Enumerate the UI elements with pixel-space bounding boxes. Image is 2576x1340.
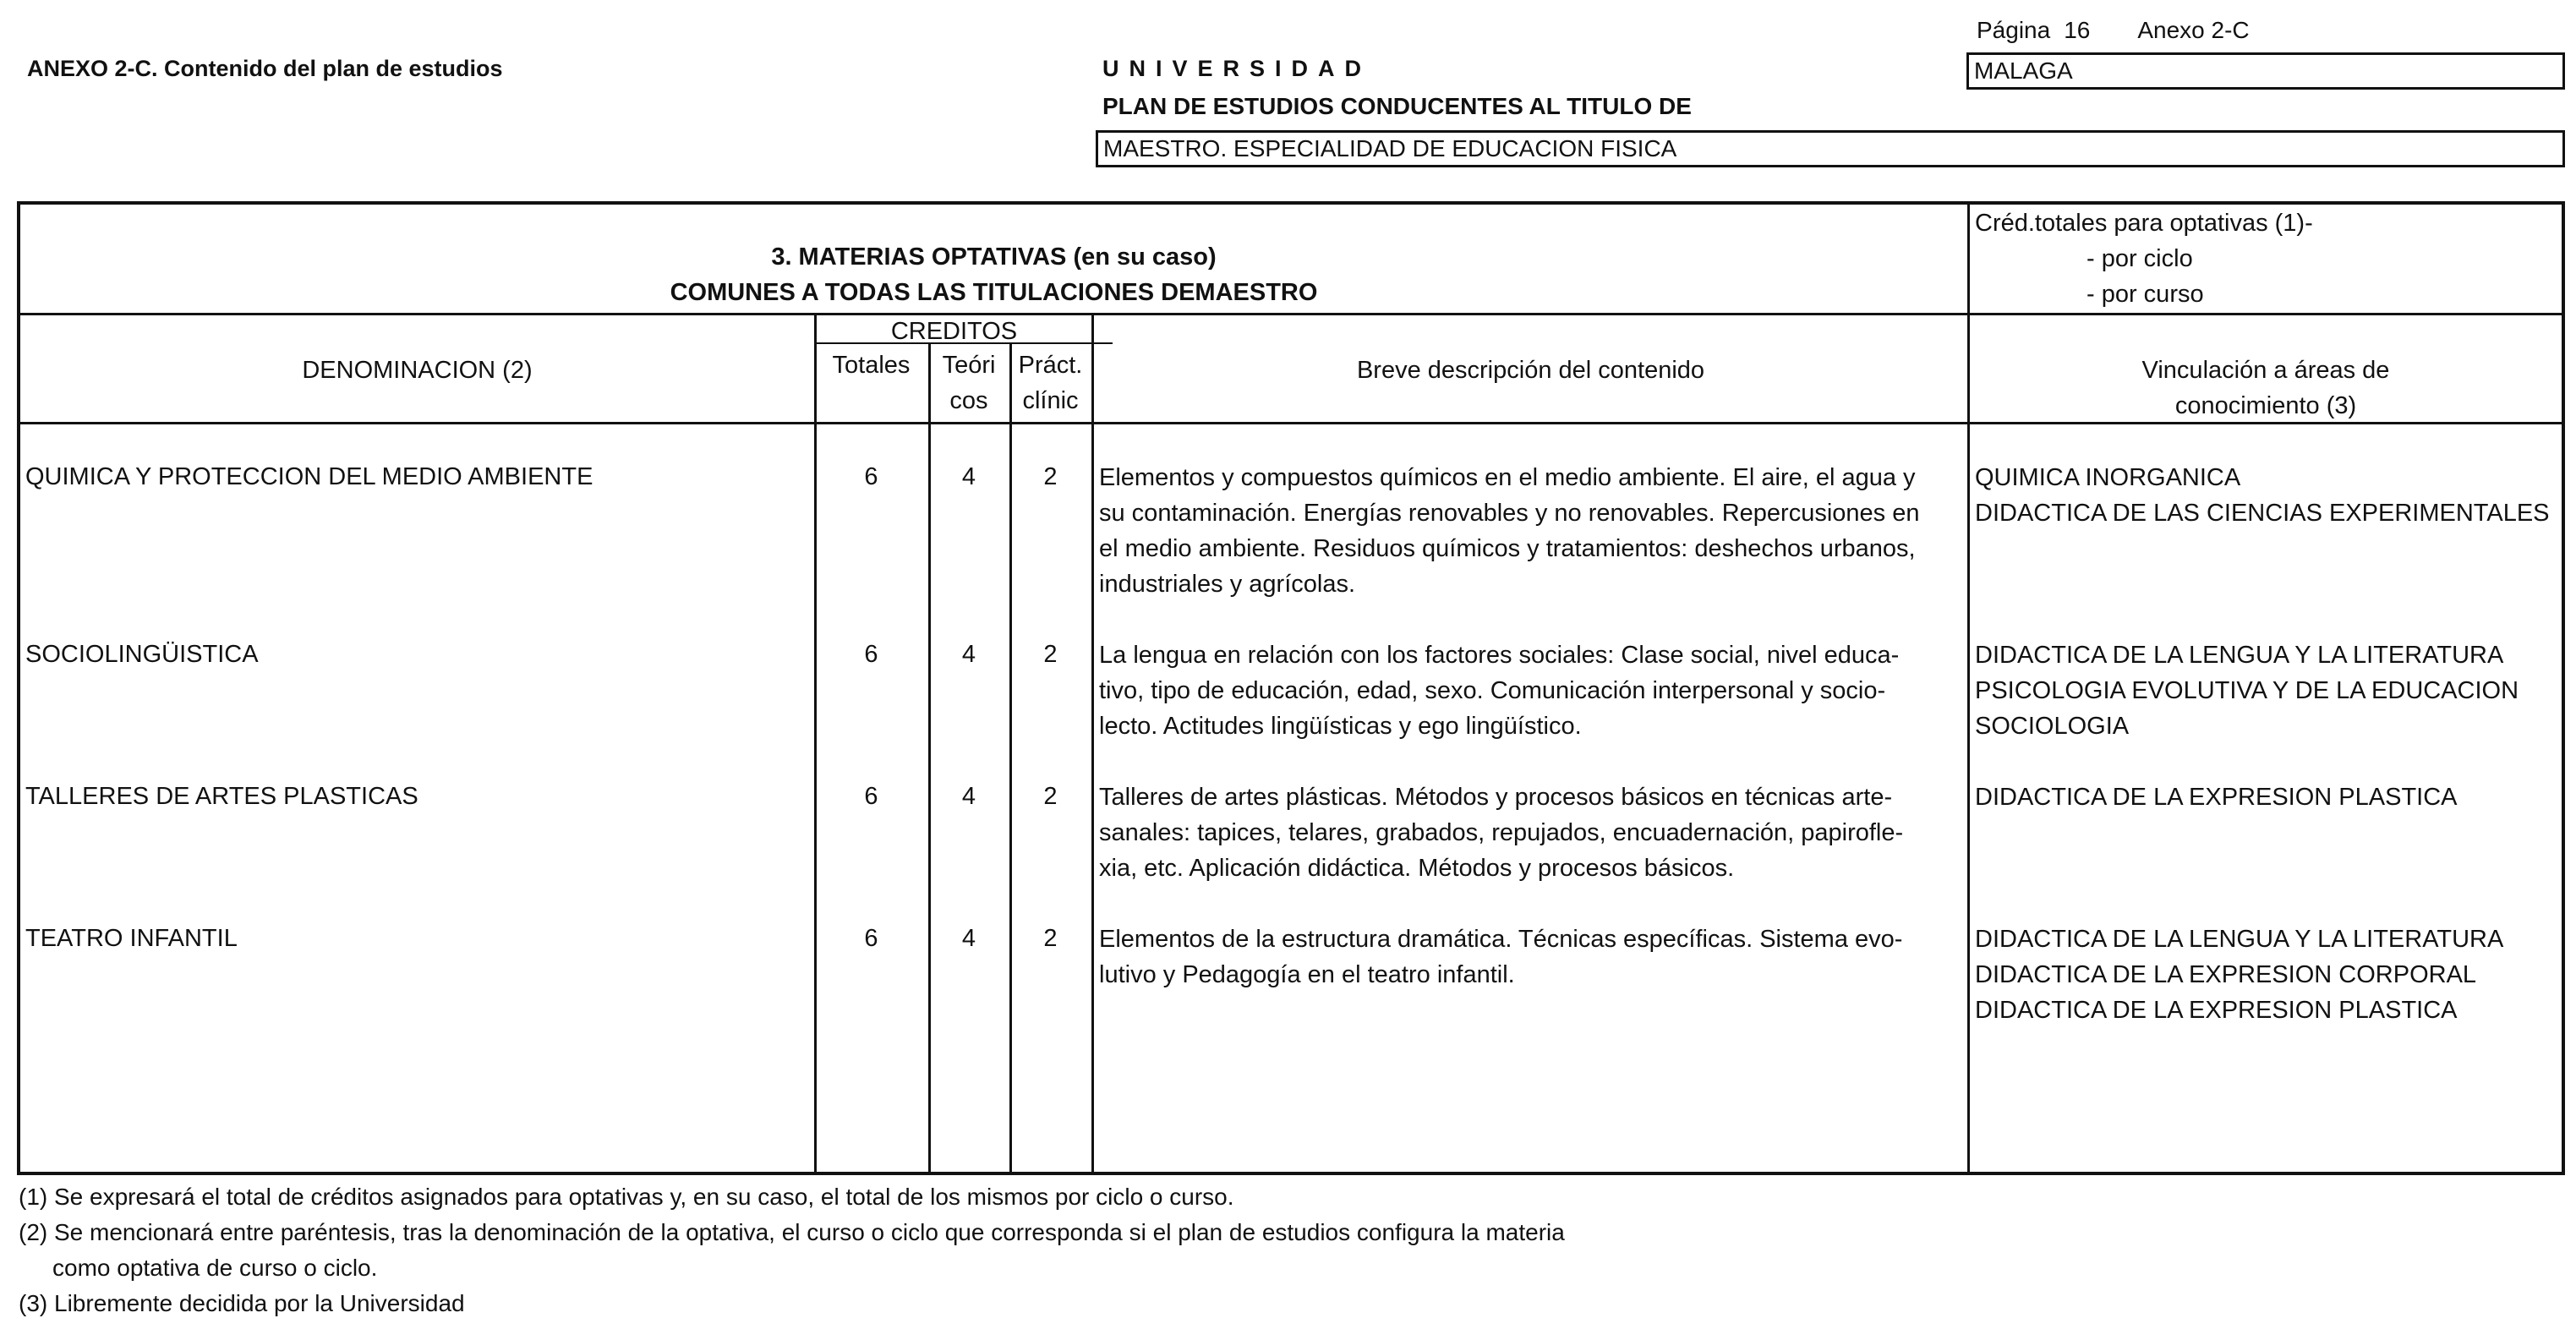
column-divider <box>1091 314 1094 1172</box>
header-descripcion: Breve descripción del contenido <box>1356 357 1705 384</box>
row-teoricos: 4 <box>961 783 976 810</box>
area-item: QUIMICA INORGANICA <box>1975 464 2241 491</box>
row-descripcion <box>1099 779 1903 886</box>
area-item: DIDACTICA DE LA EXPRESION PLASTICA <box>1975 997 2458 1024</box>
row-areas <box>1975 637 2519 744</box>
pagina-number: 16 <box>2064 17 2091 43</box>
descripcion-line: sanales: tapices, telares, grabados, repujados, encuadernación, papirofle- <box>1099 819 1904 846</box>
descripcion-line: lecto. Actitudes lingüísticas y ego lingüístico. <box>1099 713 1582 740</box>
page-info <box>1977 17 2292 44</box>
pagina-label: Página <box>1977 17 2051 43</box>
descripcion-line: lutivo y Pedagogía en el teatro infantil. <box>1099 961 1515 988</box>
header-teoricos-cont: cos <box>949 387 988 414</box>
document-title: ANEXO 2-C. Contenido del plan de estudios <box>27 56 503 81</box>
section-title: 3. MATERIAS OPTATIVAS (en su caso) <box>771 243 1217 271</box>
footnotes <box>19 1179 1565 1321</box>
area-item: DIDACTICA DE LA LENGUA Y LA LITERATURA <box>1975 926 2504 953</box>
optativas-table <box>17 201 2565 1175</box>
row-practicos: 2 <box>1043 641 1058 668</box>
row-practicos: 2 <box>1043 463 1058 490</box>
row-denominacion: QUIMICA Y PROTECCION DEL MEDIO AMBIENTE <box>25 463 593 490</box>
column-divider <box>1967 205 1970 1172</box>
area-item: DIDACTICA DE LA LENGUA Y LA LITERATURA <box>1975 642 2504 669</box>
descripcion-line: Elementos y compuestos químicos en el medio ambiente. El aire, el agua y <box>1099 464 1916 491</box>
descripcion-line: La lengua en relación con los factores sociales: Clase social, nivel educa- <box>1099 642 1900 669</box>
area-item: DIDACTICA DE LA EXPRESION CORPORAL <box>1975 961 2477 988</box>
descripcion-line: su contaminación. Energías renovables y no renovables. Repercusiones en <box>1099 500 1920 527</box>
row-totales: 6 <box>864 925 878 952</box>
plan-label: PLAN DE ESTUDIOS CONDUCENTES AL TITULO DE <box>1102 93 1692 119</box>
row-denominacion: TALLERES DE ARTES PLASTICAS <box>25 783 418 810</box>
area-item: SOCIOLOGIA <box>1975 713 2130 740</box>
cred-por-ciclo: - por ciclo <box>2087 245 2193 272</box>
header-totales: Totales <box>832 352 911 379</box>
anexo-label: Anexo 2-C <box>2137 17 2250 43</box>
row-totales: 6 <box>864 463 878 490</box>
titulo-field: MAESTRO. ESPECIALIDAD DE EDUCACION FISICA <box>1096 130 2565 167</box>
row-teoricos: 4 <box>961 463 976 490</box>
row-areas <box>1975 922 2503 1028</box>
row-descripcion <box>1099 922 1902 993</box>
footnote: (1) Se expresará el total de créditos asignados para optativas y, en su caso, el total de los mismos por ciclo o curso. <box>19 1184 1234 1210</box>
cred-totales-label: Créd.totales para optativas (1)- <box>1975 210 2313 237</box>
header-vinculacion-cont: conocimiento (3) <box>2174 392 2357 419</box>
descripcion-line: tivo, tipo de educación, edad, sexo. Comunicación interpersonal y socio- <box>1099 677 1886 704</box>
row-denominacion: TEATRO INFANTIL <box>25 925 238 952</box>
descripcion-line: xia, etc. Aplicación didáctica. Métodos y procesos básicos. <box>1099 855 1735 882</box>
area-item: DIDACTICA DE LAS CIENCIAS EXPERIMENTALES <box>1975 500 2550 527</box>
footnote: (2) Se mencionará entre paréntesis, tras la denominación de la optativa, el curso o ciclo que corresponda si el plan de estudios configura la materia <box>19 1219 1565 1245</box>
header-creditos: CREDITOS <box>890 318 1018 345</box>
header-practicos: Práct. <box>1018 352 1083 379</box>
footnote: (3) Libremente decidida por la Universidad <box>19 1290 465 1316</box>
area-item: PSICOLOGIA EVOLUTIVA Y DE LA EDUCACION <box>1975 677 2519 704</box>
row-totales: 6 <box>864 641 878 668</box>
row-descripcion <box>1099 460 1919 602</box>
section-subtitle: COMUNES A TODAS LAS TITULACIONES DEMAESTRO <box>670 279 1318 306</box>
row-denominacion: SOCIOLINGÜISTICA <box>25 641 259 668</box>
row-practicos: 2 <box>1043 783 1058 810</box>
descripcion-line: Talleres de artes plásticas. Métodos y procesos básicos en técnicas arte- <box>1099 784 1893 811</box>
universidad-label: UNIVERSIDAD <box>1102 56 1372 81</box>
area-item: DIDACTICA DE LA EXPRESION PLASTICA <box>1975 784 2458 811</box>
row-teoricos: 4 <box>961 641 976 668</box>
cred-por-curso: - por curso <box>2087 281 2204 308</box>
header-vinculacion: Vinculación a áreas de <box>2141 357 2390 384</box>
row-teoricos: 4 <box>961 925 976 952</box>
row-descripcion <box>1099 637 1899 744</box>
header-practicos-cont: clínic <box>1022 387 1079 414</box>
header-teoricos: Teóri <box>942 352 996 379</box>
row-areas <box>1975 779 2458 815</box>
column-divider <box>814 314 817 1172</box>
row-areas <box>1975 460 2550 531</box>
row-practicos: 2 <box>1043 925 1058 952</box>
universidad-field: MALAGA <box>1966 52 2565 90</box>
table-divider <box>20 313 2562 315</box>
descripcion-line: industriales y agrícolas. <box>1099 571 1356 598</box>
footnote: como optativa de curso o ciclo. <box>52 1255 378 1281</box>
row-totales: 6 <box>864 783 878 810</box>
descripcion-line: Elementos de la estructura dramática. Técnicas específicas. Sistema evo- <box>1099 926 1903 953</box>
header-denominacion: DENOMINACION (2) <box>302 357 533 384</box>
descripcion-line: el medio ambiente. Residuos químicos y tratamientos: deshechos urbanos, <box>1099 535 1916 562</box>
